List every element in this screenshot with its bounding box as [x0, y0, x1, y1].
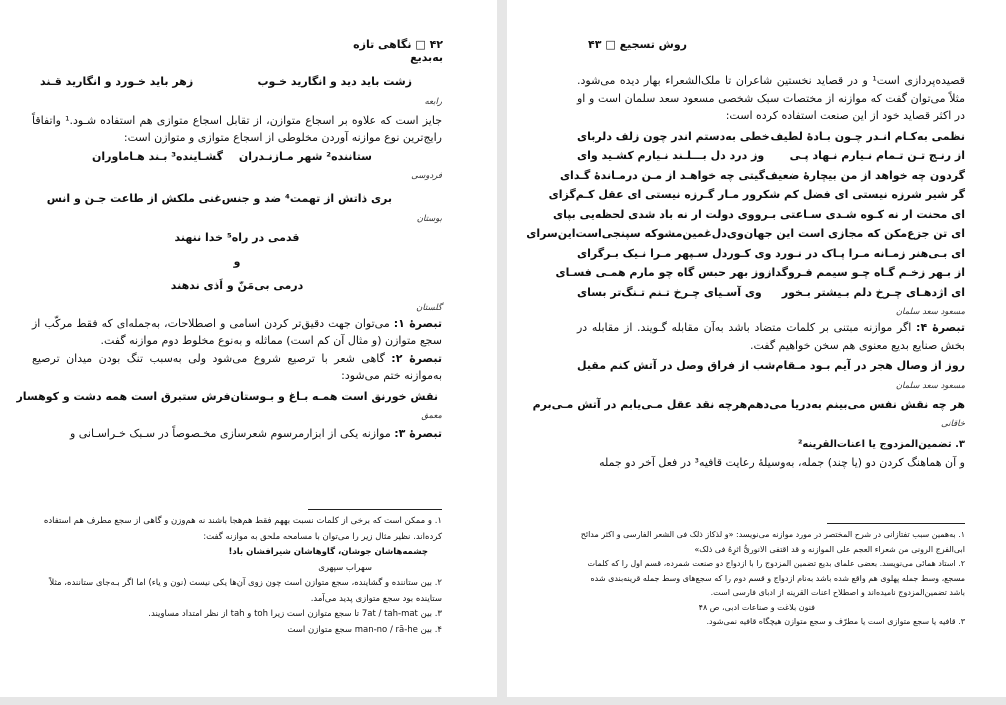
verse-line [577, 244, 965, 264]
footnote: ۴. بین man-no / rā-he سجع متوازن است [287, 624, 442, 635]
source-attribution: مسعود سعد سلمان [895, 307, 965, 317]
source-attribution: مسعود سعد سلمان [895, 380, 965, 391]
hemistich-left: شب از فراق وصل در آتش کنم مقیل [577, 359, 776, 372]
footnote: ۲. استاد همائی می‌نویسد. بعضی علمای بدیع تضمین المزدوج را با ازدواج دو صنعت شمرده، قسم اول را که کلمات مسجع، وسط جمله پهلوی هم واقع شده باشد به‌نام ازدواج و قسم دوم را که سجع‌های وسط جمله قرینه‌بندی شده باشد تضمین‌المزدوج نامیده‌اند و اصطلاح اعنات القرینه از ادبای فارسی است. [587, 559, 965, 597]
right-footnotes [577, 528, 965, 630]
hemistich-left: وز درد دل بـــلـند نـیارم کشـید وای [577, 149, 765, 162]
note-label: تبصرهٔ ۳: [394, 427, 442, 440]
source-attribution: گلستان [416, 302, 442, 313]
verse-line [552, 205, 965, 225]
verse-line [526, 224, 965, 244]
source-attribution: معمق [421, 411, 442, 421]
verse-line [32, 189, 442, 209]
page-number: ۴۲ [429, 38, 443, 51]
centered-verse: قدمی در راه⁵ خدا ننهند [174, 230, 300, 244]
hemistich-right: بری ذاتش از تهمت⁴ ضد و جنس [221, 192, 392, 205]
footnote-rule [827, 523, 965, 524]
verse-line [555, 263, 965, 283]
note-paragraph [32, 425, 442, 443]
hemistich-left: غنی ملکش از طاعت جـن و انس [46, 192, 222, 205]
footnote-source: فنون بلاغت و صناعات ادبی، ص ۴۸ [698, 602, 815, 612]
verse-line [577, 146, 965, 166]
source-attribution: رابعه [424, 96, 442, 107]
running-title: روش تسجیع [619, 38, 687, 51]
footnote: ۳. بین 7at / tah-mat تا سجع متوازن است زیرا toh و tah از نظر امتداد مساویند. [148, 609, 442, 619]
footnote: ۱. به‌همین سبب تفتازانی در شرح المختصر در مورد موازنه می‌نویسد: «و لذکاز ذلک فی الشعر الفارسی و اکثر مدائح ابی‌الفرج الرونی من شعراء العجم علی الموازنه و قد اقتفی الانوریُّ اثرِهُ فی ذلک» [580, 530, 965, 554]
verse-block [526, 127, 965, 303]
footnote: ۳. قافیه یا سجع متوازی است یا مطرّف و سجع متوازن هیچگاه قافیه نمی‌شود. [706, 617, 965, 626]
note-paragraph [32, 350, 442, 385]
footnote-rule [308, 509, 442, 510]
hemistich-left: هرچه نقد عقل مـی‌یابم در آتش مـی‌برم [532, 397, 748, 411]
centered-verse-conjunction: و [233, 254, 241, 268]
right-page-body [526, 72, 966, 472]
hemistich-left: وز بهر حبس گاه چو مارم همـی فسـای [555, 266, 766, 279]
section-heading: ۳. تضمین‌المزدوج یا اعنات‌القرینه² [798, 439, 965, 450]
hemistich-right: ای بـی‌هنر زمـانه مـرا پـاک در نـورد [775, 246, 965, 260]
verse-line [577, 356, 965, 376]
hemistich-left: زهر باید خـورد و انگارید قـند [40, 75, 194, 88]
hemistich-right: روز از وصال هجر در آیم بـود مـقام [775, 359, 965, 372]
left-page [0, 0, 497, 697]
hemistich-right: ای تن جزع‌مکن که مجازی است این جهان [743, 227, 965, 240]
note-text: اگر موازنه مبتنی بر کلمات متضاد باشد به‌آن مقابله گـویند. از مقابله در بخش صنایع بدیع معنوی هم سخن خواهیم گفت. [577, 321, 965, 352]
hemistich-right: ای محنت ار نه کـوه شـدی سـاعتی بـرو [754, 207, 965, 221]
footnote-source: سهراب سپهری [318, 562, 372, 573]
source-attribution: بوستان [416, 213, 442, 224]
right-page [507, 0, 1006, 697]
header-separator: □ [415, 38, 426, 51]
verse-line [32, 147, 442, 167]
hemistich-right: گر شیر شرزه نیستی ای فضل کم شکر [756, 188, 965, 201]
hemistich-left: وی آسـیای چـرخ تـنم تـنگ‌تر بسای [577, 285, 762, 299]
source-attribution: فردوسی [411, 171, 442, 181]
verse-line [32, 72, 442, 92]
verse-line [548, 185, 965, 205]
verse-line [577, 127, 965, 147]
hemistich-right: ای اژدهـای چـرخ دلم بـیشتر بـخور [781, 285, 965, 299]
hemistich-left: گشـاینده³ بـند هـاماوران [92, 149, 223, 163]
right-page-header [577, 38, 687, 51]
hemistich-left: وی دولت ار نه باد شدی لحظه‌یی بپای [552, 207, 755, 221]
verse-line [532, 395, 965, 415]
note-text: می‌توان جهت دقیق‌تر کردن اسامی و اصطلاحات، به‌جمله‌ای که فقط مرکّب از سجع متوازن (و مثال آن کم است) مماثله و به‌نوع مخلوط دوم موازنه گفت. [32, 316, 442, 347]
note-text: گاهی شعر با ترصیع شروع می‌شود ولی به‌سبب تنگ بودن میدان ترصیع به‌موازنه ختم می‌شود: [32, 351, 442, 382]
left-page-body [16, 72, 442, 443]
note-label: تبصرهٔ ۲: [391, 351, 442, 365]
hemistich-left: خطی به‌دستم اندر چون زلف دلربای [577, 129, 770, 143]
hemistich-left: فرش ستبرق است همه دشت و کوهسار [16, 389, 231, 403]
note-paragraph [32, 315, 442, 350]
hemistich-right: از رنـج تـن تـمام نـیارم نـهاد پـی [789, 149, 965, 162]
note-text: موازنه یکی از ابزارمرسوم شعرسازی مخـصوصاً در سـبک خـراسـانی و [69, 427, 391, 440]
verse-line [16, 387, 442, 407]
running-title: نگاهی تازه به‌بدیع [353, 38, 443, 64]
left-footnotes [32, 514, 442, 638]
hemistich-right: گردون چه خواهد از من بیچارهٔ ضعیف [764, 168, 965, 182]
page-number: ۴۳ [588, 38, 602, 51]
hemistich-right: نقش خورنق است همـه بـاغ و بـوستان [230, 389, 438, 403]
note-label: تبصرهٔ ۱: [393, 316, 442, 330]
verse-line [577, 283, 965, 303]
footnote: ۲. بین ستاننده و گشاینده، سجع متوازن است چون زوی آن‌ها یکی نیست (نون و یاء) اما اگر بـه‌جای ستاننده، مثلاً ستاینده بود سجع متوازی پدید می‌آمد. [49, 578, 442, 604]
note-paragraph [577, 319, 965, 354]
hemistich-right: هر چه نقش نفس می‌بینم به‌دریا می‌دهم [747, 397, 965, 411]
verse-line [559, 166, 965, 186]
hemistich-left: گیتی چه خواهـد از مـن درمـاندهٔ گـدای [559, 168, 765, 182]
footnote: ۱. و ممکن است که برخی از کلمات نسبت بههم فقط هم‌هجا باشند نه هم‌وزن و گاهی از سجع مطرف هم استفاده کرده‌اند. نظیر مثال زیر را می‌توان با مسامحه ملحق به موازنه گفت: [43, 516, 442, 542]
hemistich-left: ور مـار گـرزه نیستی ای عقل کـم‌گزای [548, 188, 757, 201]
centered-verse: درمی بی‌مَنّ و اَذی ندهند [170, 278, 304, 292]
paragraph: قصیده‌پردازی است¹ و در قصاید نخستین شاعران تا ملک‌الشعراء بهار دیده می‌شود. مثلاً می‌توان گفت که موازنه از مختصات سبک شخصی مسعود سعد سلمان است و او در اکثر قصاید خود از این صنعت استفاده کرده است: [577, 74, 966, 122]
hemistich-left: وی‌دل‌غمین‌مشوکه سپنجی‌است‌این‌سرای [526, 227, 744, 240]
hemistich-right: ستاننده² شهر مـازنـدران [238, 149, 372, 163]
hemistich-right: از بـهر زخـم گـاه چـو سیمم فـروگداز [765, 266, 965, 279]
footnote-verse: چشمه‌هاشان جوشان، گاوهاشان شیرافشان باد! [228, 547, 428, 557]
source-attribution: خاقانی [941, 419, 965, 429]
paragraph: و آن هماهنگ کردن دو (یا چند) جمله، به‌وسیلهٔ رعایت قافیه³ در فعل آخر دو جمله [599, 456, 965, 469]
hemistich-right: نظمی به‌کـام انـدر چـون بـادهٔ لطیف [770, 129, 965, 143]
note-label: تبصرهٔ ۴: [916, 321, 965, 334]
left-page-header [343, 38, 443, 64]
hemistich-left: وی کـوردل سـپهر مـرا نـیک بـرگرای [577, 246, 772, 260]
hemistich-right: زشت باید دید و انگارید خـوب [257, 75, 412, 88]
paragraph: جایز است که علاوه بر اسجاع متوازن، از تقابل اسجاع متوازی هم استفاده شـود.¹ واتفاقاً رایج‌ترین نوع موازنه آوردن مخلوطی از اسجاع متوازی و متوازن است: [32, 113, 442, 144]
header-separator: □ [605, 38, 616, 51]
